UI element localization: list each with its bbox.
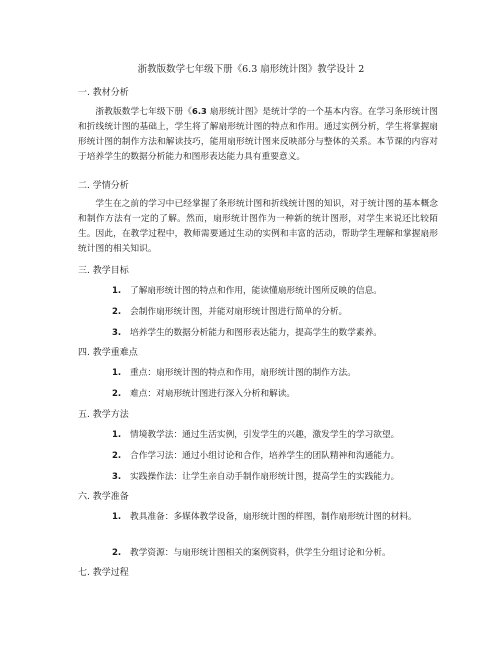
list-item: [78, 284, 438, 299]
section-heading-methods: 五. 教学方法: [78, 410, 129, 420]
list-number: 2.: [112, 307, 122, 317]
list-item: [78, 428, 438, 443]
list-text: 培养学生的数据分析能力和图形表达能力，提高学生的数学素养。: [130, 328, 382, 338]
section-heading-goals: 三. 教学目标: [78, 266, 129, 276]
list-item: [78, 470, 438, 485]
list-text: 实践操作法：让学生亲自动手制作扇形统计图，提高学生的实践能力。: [130, 472, 400, 482]
list-number: 3.: [112, 472, 122, 482]
section-paragraph-analysis: [78, 104, 438, 165]
list-number: 1.: [112, 430, 122, 440]
list-item: [78, 546, 438, 561]
list-text: 重点：扇形统计图的特点和作用，扇形统计图的制作方法。: [130, 368, 356, 378]
list-item: [78, 387, 438, 402]
section-paragraph-students: 学生在之前的学习中已经掌握了条形统计图和折线统计图的知识，对于统计图的基本概念和制作方法有一定的了解。然而，扇形统计图作为一种新的统计图形，对学生来说还比较陌生。因此，在教学过程中，教师需要通过生动的实例和丰富的活动，帮助学生理解和掌握扇形统计图的相关知识。: [78, 199, 438, 254]
list-text: 合作学习法：通过小组讨论和合作，培养学生的团队精神和沟通能力。: [130, 451, 400, 461]
section-heading-analysis: 一. 教材分析: [78, 88, 129, 98]
list-number: 1.: [112, 286, 122, 296]
section-heading-students: 二. 学情分析: [78, 181, 129, 191]
list-number: 3.: [112, 328, 122, 338]
section-heading-process: 七. 教学过程: [78, 568, 129, 578]
list-text: 了解扇形统计图的特点和作用，能读懂扇形统计图所反映的信息。: [130, 286, 382, 296]
list-item: [78, 305, 438, 320]
para-text: 浙教版数学七年级下册《: [95, 107, 192, 117]
para-bold-number: 6.3: [192, 106, 207, 116]
list-number: 1.: [112, 368, 122, 378]
list-item: [78, 510, 438, 525]
para-text: 扇形统计图》是统计学的一个基本内容。在学习条形统计图和折线统计图的基础上，学生将了解扇形统计图的特点和作用。通过实例分析，学生将掌握扇形统计图的制作方法和解读技巧，能用扇形统计图来反映部分与整体的关系。本节课的内容对于培养学生的数据分析能力和图形表达能力具有重要意义。: [78, 107, 438, 162]
list-item: [78, 326, 438, 341]
list-number: 2.: [112, 548, 122, 558]
list-item: [78, 449, 438, 464]
list-text: 会制作扇形统计图，并能对扇形统计图进行简单的分析。: [130, 307, 348, 317]
list-text: 情境教学法：通过生活实例，引发学生的兴趣，激发学生的学习欲望。: [130, 430, 400, 440]
section-heading-preparation: 六. 教学准备: [78, 492, 129, 502]
list-item: [78, 366, 438, 381]
section-heading-keypoints: 四. 教学重难点: [78, 348, 138, 358]
list-number: 1.: [112, 512, 122, 522]
document-title: 浙教版数学七年级下册《6.3 扇形统计图》教学设计 2: [137, 64, 365, 75]
list-number: 2.: [112, 451, 122, 461]
list-text: 教学资源：与扇形统计图相关的案例资料，供学生分组讨论和分析。: [130, 548, 391, 558]
list-text: 难点：对扇形统计图进行深入分析和解读。: [130, 389, 296, 399]
list-text: 教具准备：多媒体教学设备，扇形统计图的样图，制作扇形统计图的材料。: [130, 512, 417, 522]
list-number: 2.: [112, 389, 122, 399]
